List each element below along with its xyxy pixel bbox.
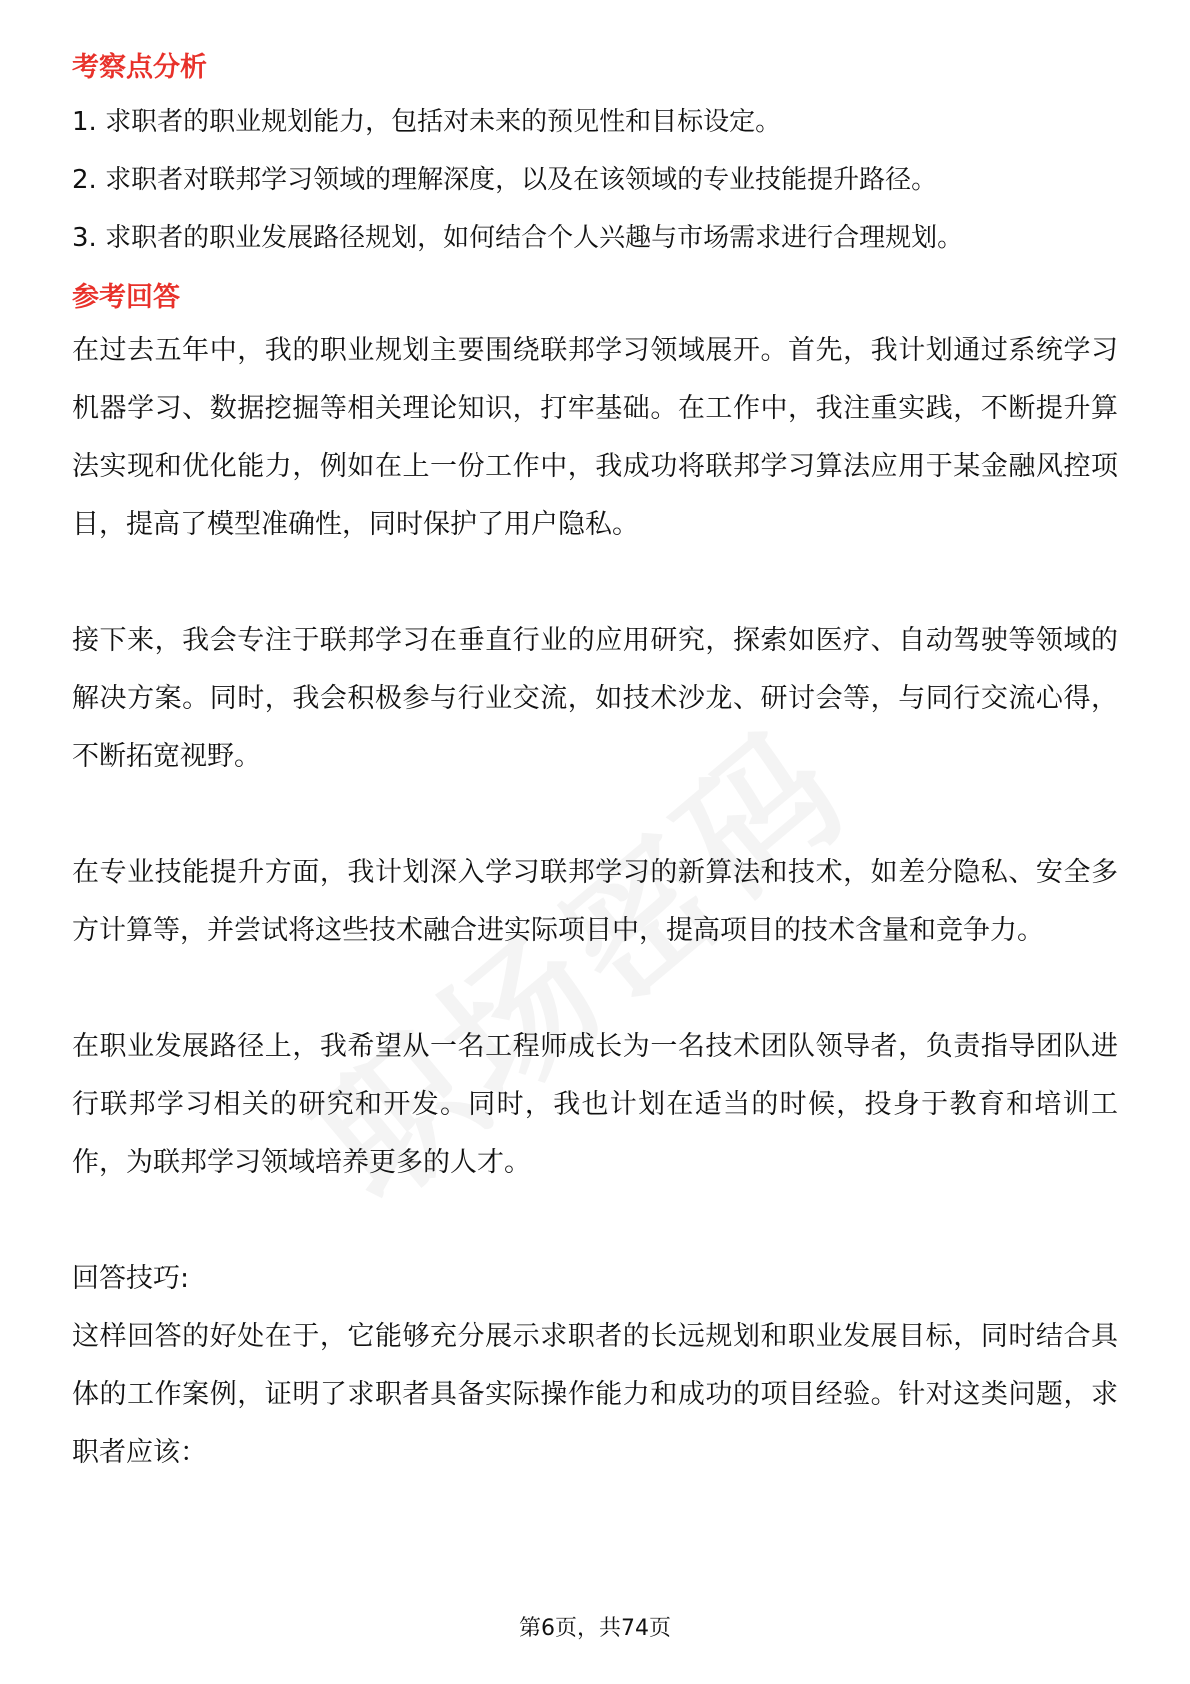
answer-paragraph: 在职业发展路径上，我希望从一名工程师成长为一名技术团队领导者，负责指导团队进行联邦学习相关的研究和开发。同时，我也计划在适当的时候，投身于教育和培训工作，为联邦学习领域培养更多的人才。 [72, 1031, 1118, 1178]
answer-heading: 参考回答 [72, 282, 180, 313]
answer-paragraph: 在过去五年中，我的职业规划主要围绕联邦学习领域展开。首先，我计划通过系统学习机器学习、数据挖掘等相关理论知识，打牢基础。在工作中，我注重实践，不断提升算法实现和优化能力，例如在上一份工作中，我成功将联邦学习算法应用于某金融风控项目，提高了模型准确性，同时保护了用户隐私。 [72, 335, 1118, 540]
analysis-item: 3. 求职者的职业发展路径规划，如何结合个人兴趣与市场需求进行合理规划。 [72, 223, 964, 253]
analysis-item: 1. 求职者的职业规划能力，包括对未来的预见性和目标设定。 [72, 107, 782, 137]
answer-paragraph: 在专业技能提升方面，我计划深入学习联邦学习的新算法和技术，如差分隐私、安全多方计算等，并尝试将这些技术融合进实际项目中，提高项目的技术含量和竞争力。 [72, 857, 1118, 946]
page-indicator: 第6页，共74页 [519, 1616, 671, 1641]
document-content [72, 48, 1118, 1482]
tips-label: 回答技巧: [72, 1263, 190, 1294]
analysis-list [72, 102, 1118, 258]
analysis-heading: 考察点分析 [72, 52, 207, 83]
answer-paragraph: 接下来，我会专注于联邦学习在垂直行业的应用研究，探索如医疗、自动驾驶等领域的解决方案。同时，我会积极参与行业交流，如技术沙龙、研讨会等，与同行交流心得，不断拓宽视野。 [72, 625, 1118, 772]
tips-text: 这样回答的好处在于，它能够充分展示求职者的长远规划和职业发展目标，同时结合具体的工作案例，证明了求职者具备实际操作能力和成功的项目经验。针对这类问题，求职者应该： [72, 1321, 1118, 1468]
analysis-item: 2. 求职者对联邦学习领域的理解深度，以及在该领域的专业技能提升路径。 [72, 165, 938, 195]
